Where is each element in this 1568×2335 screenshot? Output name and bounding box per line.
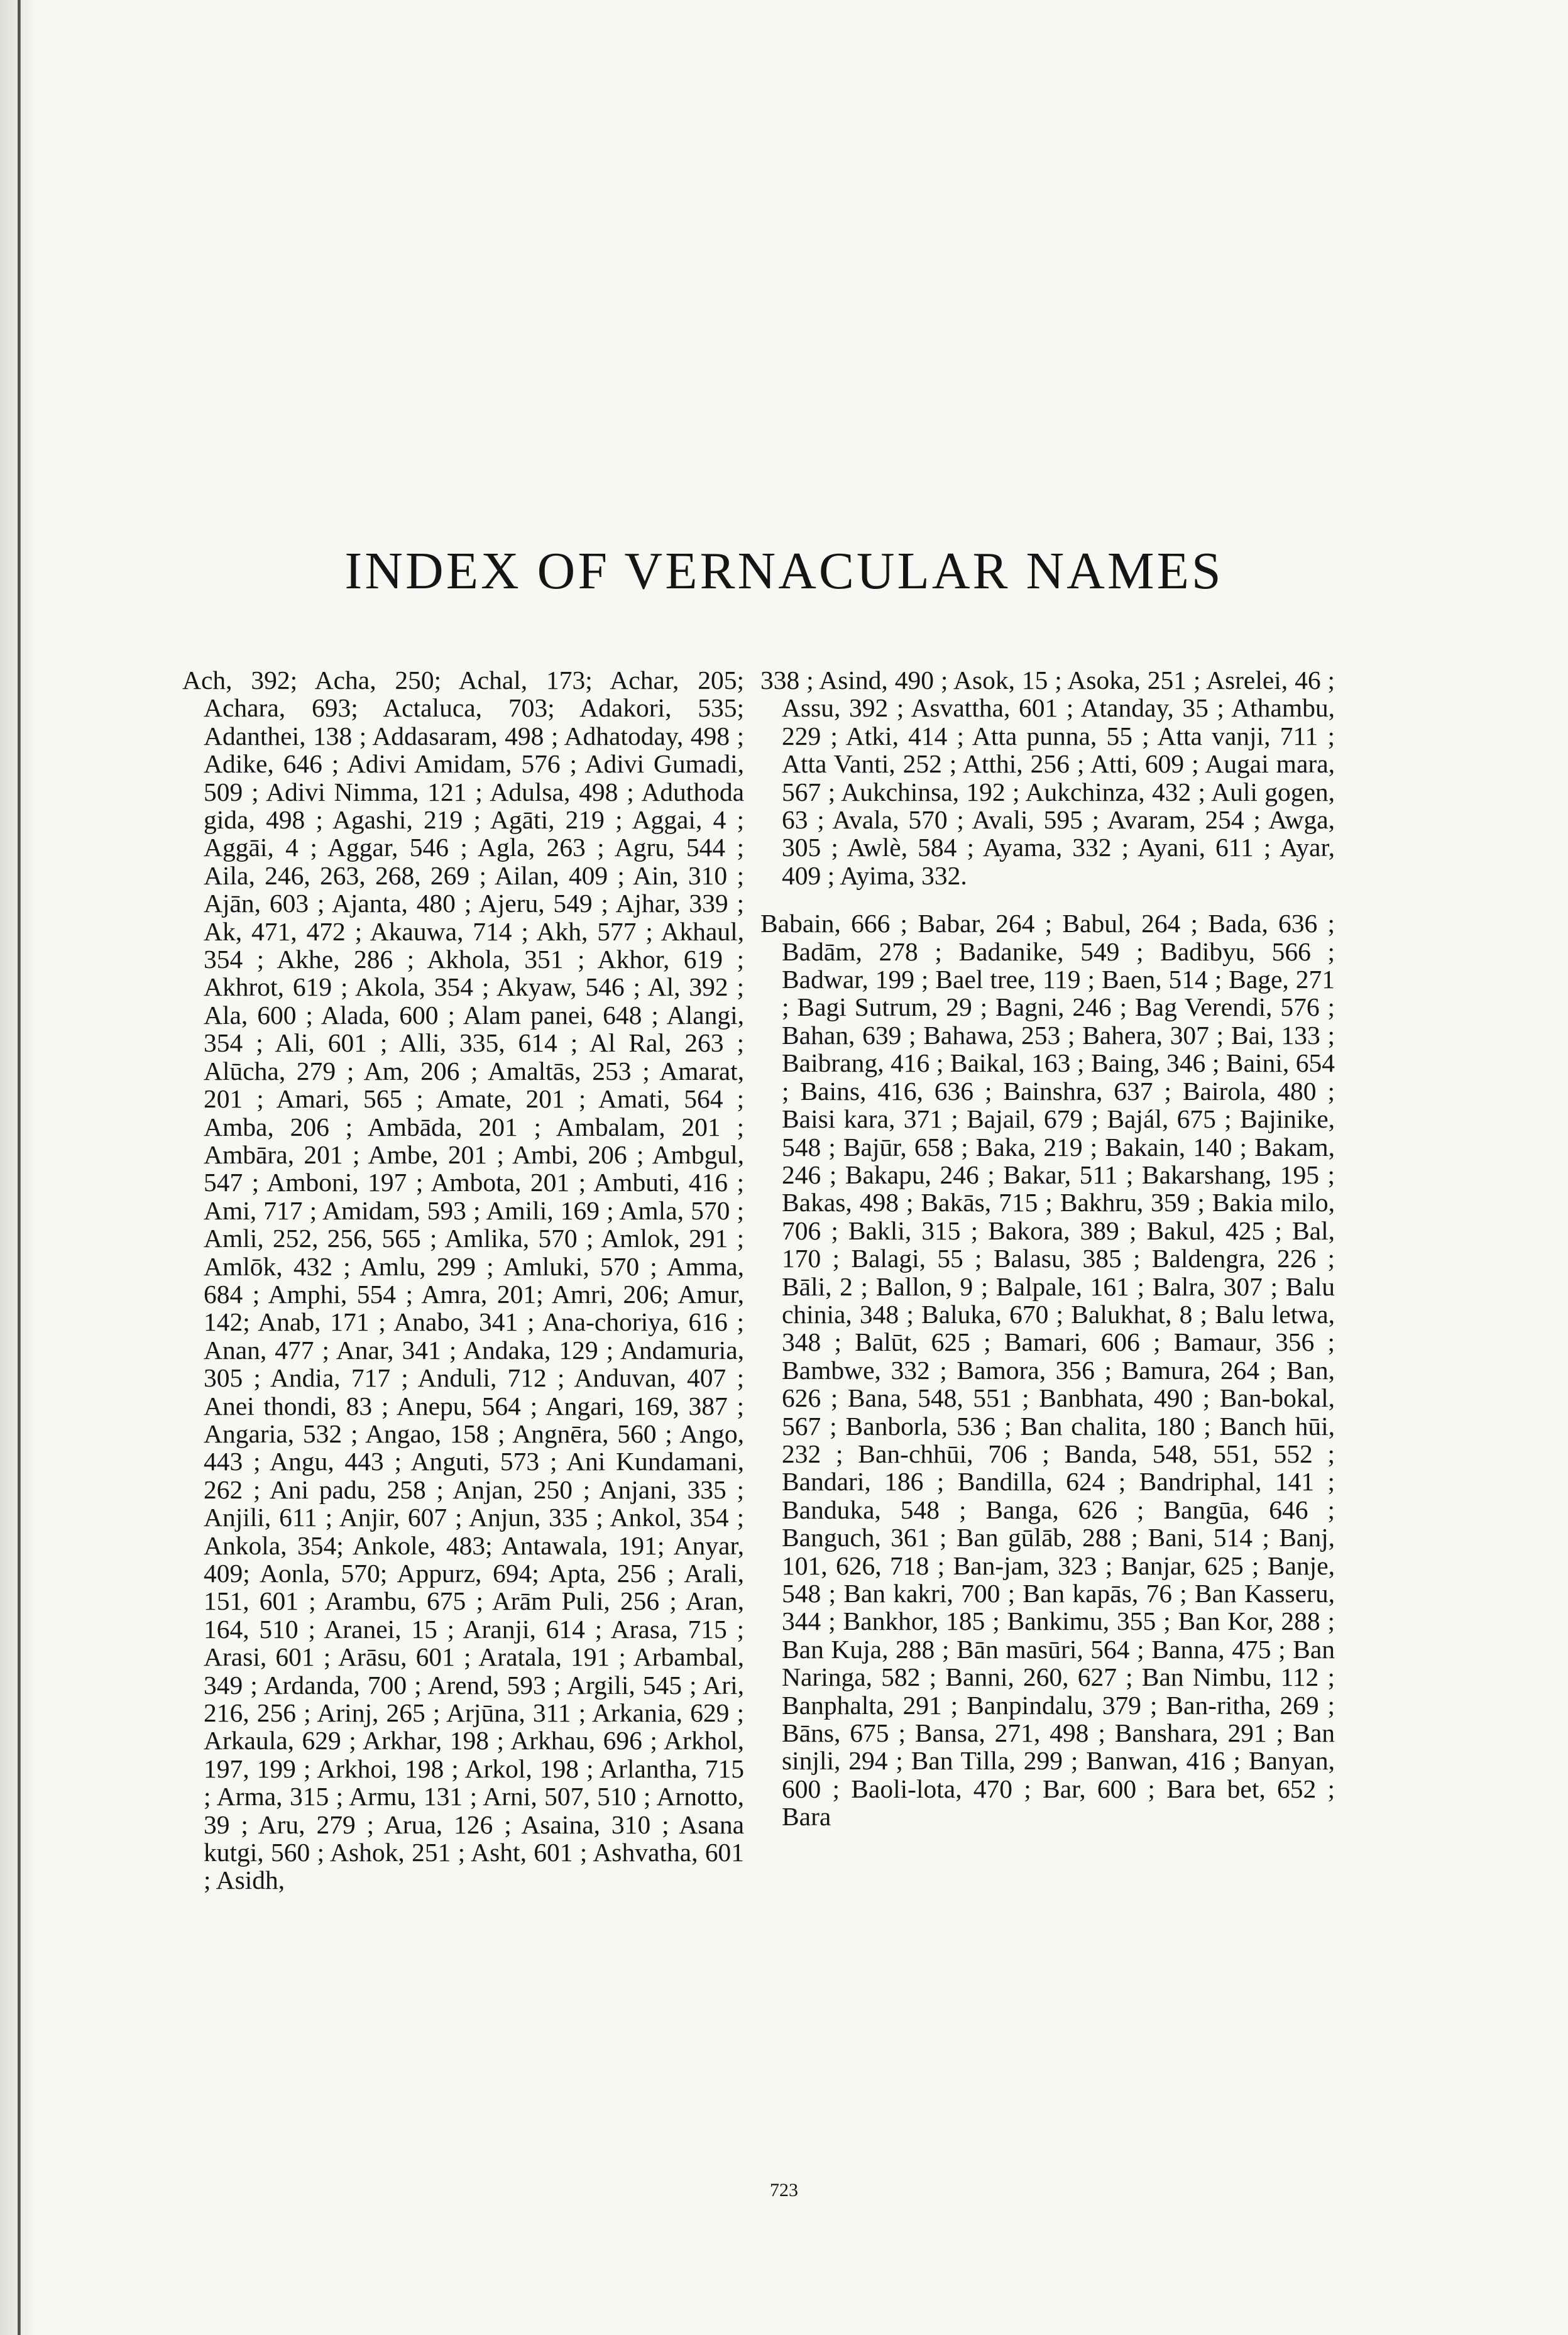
index-column-right: [760, 666, 1335, 1831]
index-entry-block: Babain, 666 ; Babar, 264 ; Babul, 264 ; Bada, 636 ; Badām, 278 ; Badanike, 549 ; Badibyu, 566 ; Badwar, 199 ; Bael tree, 119 ; Baen, 514 ; Bage, 271 ; Bagi Sutrum, 29 ; Bagni, 246 ; Bag Verendi, 576 ; Bahan, 639 ; Bahawa, 253 ; Bahera, 307 ; Bai, 133 ; Baibrang, 416 ; Baikal, 163 ; Baing, 346 ; Baini, 654 ; Bains, 416, 636 ; Bainshra, 637 ; Bairola, 480 ; Baisi kara, 371 ; Bajail, 679 ; Bajál, 675 ; Bajinike, 548 ; Bajūr, 658 ; Baka, 219 ; Bakain, 140 ; Bakam, 246 ; Bakapu, 246 ; Bakar, 511 ; Bakarshang, 195 ; Bakas, 498 ; Bakās, 715 ; Bakhru, 359 ; Bakia milo, 706 ; Bakli, 315 ; Bakora, 389 ; Bakul, 425 ; Bal, 170 ; Balagi, 55 ; Balasu, 385 ; Baldengra, 226 ; Bāli, 2 ; Ballon, 9 ; Balpale, 161 ; Balra, 307 ; Balu chinia, 348 ; Baluka, 670 ; Balukhat, 8 ; Balu letwa, 348 ; Balūt, 625 ; Bamari, 606 ; Bamaur, 356 ; Bambwe, 332 ; Bamora, 356 ; Bamura, 264 ; Ban, 626 ; Bana, 548, 551 ; Banbhata, 490 ; Ban-bokal, 567 ; Banborla, 536 ; Ban chalita, 180 ; Banch hūi, 232 ; Ban-chhūi, 706 ; Banda, 548, 551, 552 ; Bandari, 186 ; Bandilla, 624 ; Bandriphal, 141 ; Banduka, 548 ; Banga, 626 ; Bangūa, 646 ; Banguch, 361 ; Ban gūlāb, 288 ; Bani, 514 ; Banj, 101, 626, 718 ; Ban-jam, 323 ; Banjar, 625 ; Banje, 548 ; Ban kakri, 700 ; Ban kapās, 76 ; Ban Kasseru, 344 ; Bankhor, 185 ; Bankimu, 355 ; Ban Kor, 288 ; Ban Kuja, 288 ; Bān masūri, 564 ; Banna, 475 ; Ban Naringa, 582 ; Banni, 260, 627 ; Ban Nimbu, 112 ; Banphalta, 291 ; Banpindalu, 379 ; Ban-ritha, 269 ; Bāns, 675 ; Bansa, 271, 498 ; Banshara, 291 ; Ban sinjli, 294 ; Ban Tilla, 299 ; Banwan, 416 ; Banyan, 600 ; Baoli-lota, 470 ; Bar, 600 ; Bara bet, 652 ; Bara: [760, 909, 1335, 1832]
page-title: INDEX OF VERNACULAR NAMES: [344, 542, 1224, 600]
binding-edge-line: [18, 0, 21, 2335]
index-column-left: [182, 666, 744, 1894]
index-entry-block: Ach, 392; Acha, 250; Achal, 173; Achar, 205; Achara, 693; Actaluca, 703; Adakori, 535; Adanthei, 138 ; Addasaram, 498 ; Adhatoday, 498 ; Adike, 646 ; Adivi Amidam, 576 ; Adivi Gumadi, 509 ; Adivi Nimma, 121 ; Adulsa, 498 ; Aduthoda gida, 498 ; Agashi, 219 ; Agāti, 219 ; Aggai, 4 ; Aggāi, 4 ; Aggar, 546 ; Agla, 263 ; Agru, 544 ; Aila, 246, 263, 268, 269 ; Ailan, 409 ; Ain, 310 ; Ajān, 603 ; Ajanta, 480 ; Ajeru, 549 ; Ajhar, 339 ; Ak, 471, 472 ; Akauwa, 714 ; Akh, 577 ; Akhaul, 354 ; Akhe, 286 ; Akhola, 351 ; Akhor, 619 ; Akhrot, 619 ; Akola, 354 ; Akyaw, 546 ; Al, 392 ; Ala, 600 ; Alada, 600 ; Alam panei, 648 ; Alangi, 354 ; Ali, 601 ; Alli, 335, 614 ; Al Ral, 263 ; Alūcha, 279 ; Am, 206 ; Amaltās, 253 ; Amarat, 201 ; Amari, 565 ; Amate, 201 ; Amati, 564 ; Amba, 206 ; Ambāda, 201 ; Ambalam, 201 ; Ambāra, 201 ; Ambe, 201 ; Ambi, 206 ; Ambgul, 547 ; Amboni, 197 ; Ambota, 201 ; Ambuti, 416 ; Ami, 717 ; Amidam, 593 ; Amili, 169 ; Amla, 570 ; Amli, 252, 256, 565 ; Amlika, 570 ; Amlok, 291 ; Amlōk, 432 ; Amlu, 299 ; Amluki, 570 ; Amma, 684 ; Amphi, 554 ; Amra, 201; Amri, 206; Amur, 142; Anab, 171 ; Anabo, 341 ; Ana-choriya, 616 ; Anan, 477 ; Anar, 341 ; Andaka, 129 ; Andamuria, 305 ; Andia, 717 ; Anduli, 712 ; Anduvan, 407 ; Anei thondi, 83 ; Anepu, 564 ; Angari, 169, 387 ; Angaria, 532 ; Angao, 158 ; Angnēra, 560 ; Ango, 443 ; Angu, 443 ; Anguti, 573 ; Ani Kundamani, 262 ; Ani padu, 258 ; Anjan, 250 ; Anjani, 335 ; Anjili, 611 ; Anjir, 607 ; Anjun, 335 ; Ankol, 354 ; Ankola, 354; Ankole, 483; Antawala, 191; Anyar, 409; Aonla, 570; Appurz, 694; Apta, 256 ; Arali, 151, 601 ; Arambu, 675 ; Arām Puli, 256 ; Aran, 164, 510 ; Aranei, 15 ; Aranji, 614 ; Arasa, 715 ; Arasi, 601 ; Arāsu, 601 ; Aratala, 191 ; Arbambal, 349 ; Ardanda, 700 ; Arend, 593 ; Argili, 545 ; Ari, 216, 256 ; Arinj, 265 ; Arjūna, 311 ; Arkania, 629 ; Arkaula, 629 ; Arkhar, 198 ; Arkhau, 696 ; Arkhol, 197, 199 ; Arkhoi, 198 ; Arkol, 198 ; Arlantha, 715 ; Arma, 315 ; Armu, 131 ; Arni, 507, 510 ; Arnotto, 39 ; Aru, 279 ; Arua, 126 ; Asaina, 310 ; Asana kutgi, 560 ; Ashok, 251 ; Asht, 601 ; Ashvatha, 601 ; Asidh,: [182, 666, 744, 1895]
page-number: 723: [770, 2180, 798, 2200]
index-entry-block: 338 ; Asind, 490 ; Asok, 15 ; Asoka, 251 ; Asrelei, 46 ; Assu, 392 ; Asvattha, 601 ; Atanday, 35 ; Athambu, 229 ; Atki, 414 ; Atta punna, 55 ; Atta vanji, 711 ; Atta Vanti, 252 ; Atthi, 256 ; Atti, 609 ; Augai mara, 567 ; Aukchinsa, 192 ; Aukchinza, 432 ; Auli gogen, 63 ; Avala, 570 ; Avali, 595 ; Avaram, 254 ; Awga, 305 ; Awlè, 584 ; Ayama, 332 ; Ayani, 611 ; Ayar, 409 ; Ayima, 332.: [760, 666, 1335, 890]
